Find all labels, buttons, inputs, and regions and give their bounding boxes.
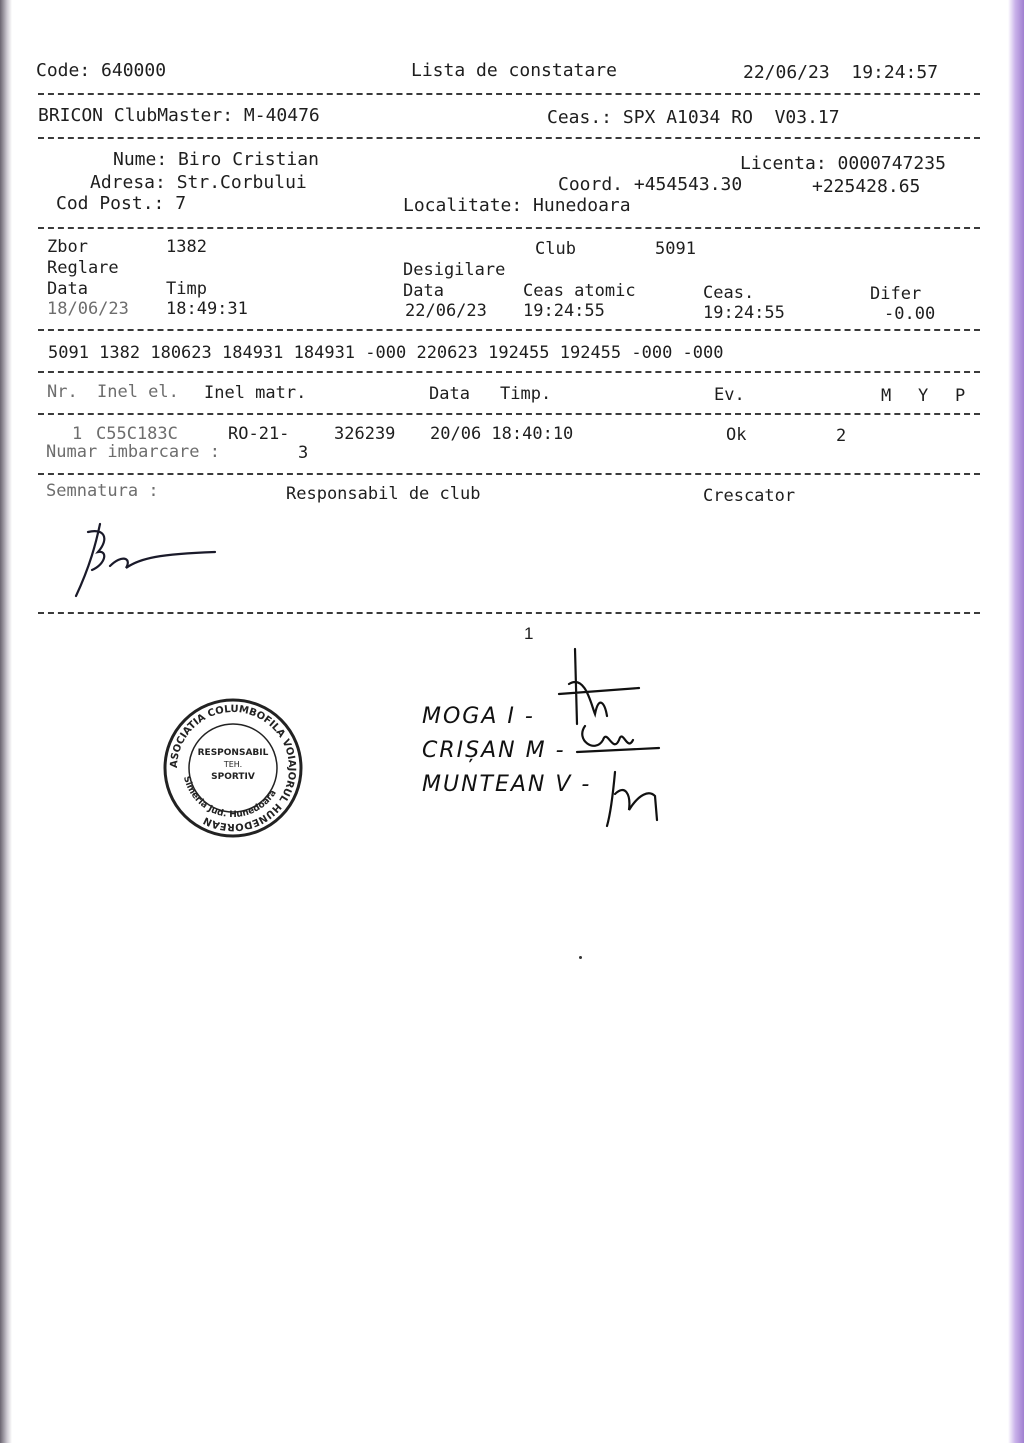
- row-nr: 1: [72, 424, 83, 444]
- committee-member-3: MUNTEAN V -: [422, 772, 592, 797]
- column-inel-el: Inel el.: [97, 382, 179, 402]
- reglare-time-label: Timp: [166, 279, 207, 299]
- difference-value: -0.00: [884, 304, 936, 324]
- row-arrival-time: 20/06 18:40:10: [430, 424, 574, 444]
- paper-left-edge: [0, 0, 12, 1443]
- stamp-center-line1: RESPONSABIL: [197, 748, 269, 758]
- row-ring-prefix: RO-21-: [228, 424, 290, 444]
- device-id: BRICON ClubMaster: M-40476: [38, 105, 320, 126]
- column-inel-matr: Inel matr.: [204, 383, 307, 403]
- divider: [38, 137, 980, 139]
- column-y: Y: [918, 386, 929, 406]
- stamp-bottom-text: Simeria Jud. Hunedoara: [180, 775, 279, 821]
- divider: [38, 612, 980, 614]
- clock-label: Ceas.: [703, 283, 755, 303]
- column-p: P: [955, 386, 966, 406]
- divider: [38, 329, 980, 331]
- club-stamp: [162, 697, 304, 839]
- owner-coord-lon: +225428.65: [812, 176, 921, 197]
- column-m: M: [881, 386, 892, 406]
- divider: [38, 371, 980, 373]
- divider: [38, 227, 980, 229]
- embark-count: 3: [298, 443, 309, 463]
- row-event: Ok: [726, 425, 747, 445]
- owner-coord-lat: Coord. +454543.30: [558, 174, 743, 195]
- stamp-center-line2: TEH.: [223, 760, 243, 769]
- committee-signatures: [555, 644, 675, 834]
- code-label: Code: 640000: [36, 60, 167, 81]
- paper-speck: [579, 956, 582, 959]
- stamp-center-line3: SPORTIV: [211, 772, 255, 782]
- column-ev: Ev.: [714, 385, 745, 405]
- reglare-date-label: Data: [47, 279, 88, 299]
- stamp-ring-text: ASOCIATIA COLUMBOFILA VOIAJORUL HUNEDOREAN: [168, 703, 298, 833]
- owner-postcode: Cod Post.: 7: [56, 193, 187, 214]
- atomic-clock-time: 19:24:55: [523, 301, 605, 321]
- atomic-clock-label: Ceas atomic: [523, 281, 636, 301]
- paper-right-edge: [1008, 0, 1024, 1443]
- row-electronic-ring: C55C183C: [96, 424, 178, 444]
- desigilare-heading: Desigilare: [403, 260, 506, 280]
- divider: [38, 413, 980, 415]
- row-y-value: 2: [836, 426, 847, 446]
- column-data: Data: [429, 384, 470, 404]
- signature-label: Semnatura :: [46, 481, 159, 501]
- desigilare-date-label: Data: [403, 281, 444, 301]
- column-timp: Timp.: [500, 384, 552, 404]
- clock-time: 19:24:55: [703, 303, 785, 323]
- flight-number: 1382: [166, 237, 207, 257]
- reglare-date: 18/06/23: [47, 299, 129, 319]
- divider: [38, 473, 980, 475]
- print-datetime: 22/06/23 19:24:57: [743, 62, 939, 83]
- breeder-signature: [70, 518, 230, 608]
- column-nr: Nr.: [47, 382, 78, 402]
- owner-locality: Localitate: Hunedoara: [403, 195, 631, 216]
- breeder-label: Crescator: [703, 486, 796, 506]
- owner-address: Adresa: Str.Corbului: [90, 172, 307, 193]
- owner-name: Nume: Biro Cristian: [113, 149, 319, 170]
- club-responsible-label: Responsabil de club: [286, 484, 481, 504]
- document-title: Lista de constatare: [411, 60, 617, 81]
- committee-member-1: MOGA I -: [422, 704, 535, 729]
- desigilare-date: 22/06/23: [405, 301, 487, 321]
- divider: [38, 93, 980, 95]
- page-number: 1: [524, 624, 534, 643]
- flight-label: Zbor: [47, 237, 88, 257]
- difference-label: Difer: [870, 284, 922, 304]
- embark-label: Numar imbarcare :: [46, 442, 220, 462]
- club-label: Club: [535, 239, 576, 259]
- summary-line: 5091 1382 180623 184931 184931 -000 220623 192455 192455 -000 -000: [48, 343, 724, 363]
- owner-licence: Licenta: 0000747235: [740, 153, 946, 174]
- committee-member-2: CRIȘAN M -: [422, 738, 566, 763]
- reglare-time: 18:49:31: [166, 299, 248, 319]
- row-ring-number: 326239: [334, 424, 396, 444]
- clock-id: Ceas.: SPX A1034 RO V03.17: [547, 107, 840, 128]
- club-number: 5091: [655, 239, 696, 259]
- reglare-heading: Reglare: [47, 258, 119, 278]
